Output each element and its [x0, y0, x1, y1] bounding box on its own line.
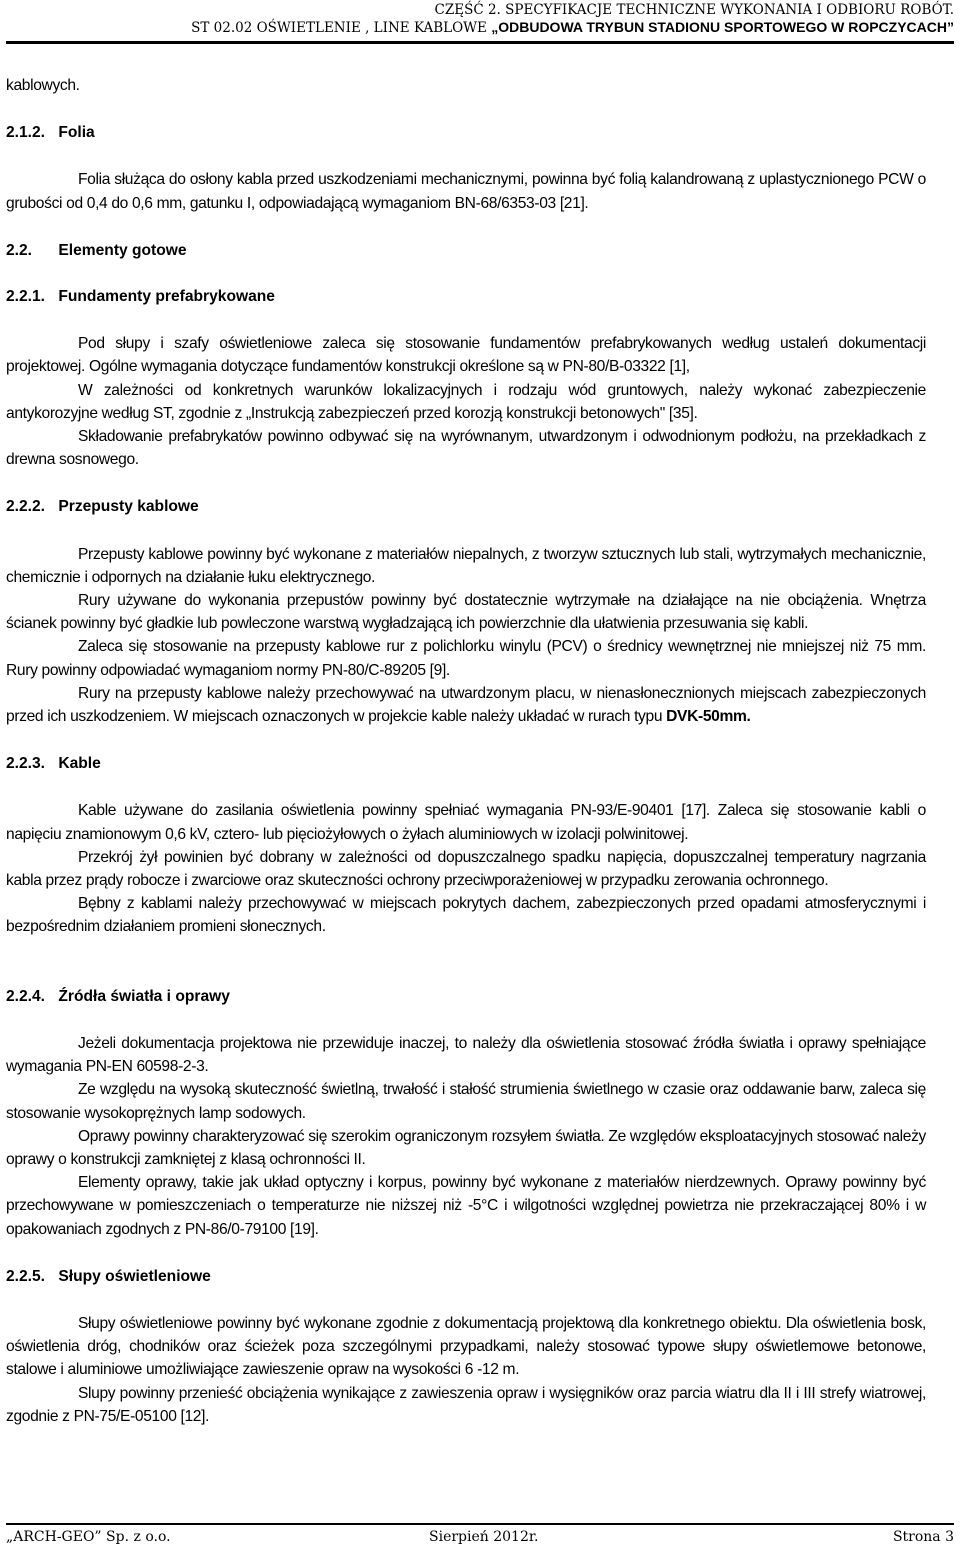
paragraph: Przepusty kablowe powinny być wykonane z materiałów niepalnych, z tworzyw sztucznych lub stali, wytrzymałych mechanicznie, chemicznie i odpornych na działanie łuku elektrycznego. [6, 545, 926, 586]
section-number: 2.2.1. [6, 288, 46, 306]
section-heading-2-2-3 [6, 752, 926, 775]
document-body [6, 74, 926, 1428]
page-number: Strona 3 [892, 1529, 954, 1545]
section-heading-2-2 [6, 239, 926, 262]
paragraph: Składowanie prefabrykatów powinno odbywać się na wyrównanym, utwardzonym i odwodnionym podłożu, na przekładkach z drewna sosnowego. [6, 428, 926, 469]
conduit-type: DVK-50mm. [666, 708, 751, 726]
header-project-name: „ODBUDOWA TRYBUN STADIONU SPORTOWEGO W ROPCZYCACH” [491, 19, 954, 35]
section-title: Fundamenty prefabrykowane [58, 288, 275, 306]
paragraph: W zależności od konkretnych warunków lokalizacyjnych i rodzaju wód gruntowych, należy wykonać zabezpieczenie antykorozyjne według ST, zgodnie z „Instrukcją zabezpieczeń przed korozją konstrukcji betonowych" [35]. [6, 381, 926, 422]
paragraph: Ze względu na wysoką skuteczność świetlną, trwałość i stałość strumienia świetlnego w czasie oraz oddawanie barw, zaleca się stosowanie wysokoprężnych lamp sodowych. [6, 1081, 926, 1122]
paragraph: Zaleca się stosowanie na przepusty kablowe rur z polichlorku winylu (PCV) o średnicy wewnętrznej nie mniejszej niż 75 mm. Rury powinny odpowiadać wymaganiom normy PN-80/C-89205 [9]. [6, 638, 926, 679]
section-title: Kable [58, 755, 101, 773]
section-title: Źródła światła i oprawy [58, 987, 230, 1005]
paragraph: Jeżeli dokumentacja projektowa nie przewiduje inaczej, to należy dla oświetlenia stosować źródła światła i oprawy spełniające wymagania PN-EN 60598-2-3. [6, 1034, 926, 1076]
paragraph: Elementy oprawy, takie jak układ optyczny i korpus, powinny być wykonane z materiałów nierdzewnych. Oprawy powinny być przechowywane w pomieszczeniach o temperaturze nie niższej niż -5°C i wilgotności względnej powietrza nie przekraczającej 80% i w opakowaniach zgodnych z PN-86/0-79100 [19]. [6, 1174, 926, 1238]
footer-date: Sierpień 2012r. [429, 1529, 539, 1545]
section-number: 2.2.2. [6, 498, 46, 516]
section-number: 2.2.3. [6, 755, 46, 773]
paragraph: Kable używane do zasilania oświetlenia powinny spełniać wymagania PN-93/E-90401 [17]. Zaleca się stosowanie kabli o napięciu znamionowym 0,6 kV, cztero- lub pięciożyłowych o żyłach aluminiowych w izolacji polwinitowej. [6, 802, 926, 843]
paragraph: Pod słupy i szafy oświetleniowe zaleca się stosowanie fundamentów prefabrykowanych według ustaleń dokumentacji projektowej. Ogólne wymagania dotyczące fundamentów konstrukcji określone są w PN-80/B-03322 [1], [6, 335, 926, 376]
section-title: Elementy gotowe [58, 241, 187, 259]
section-number: 2.2.5. [6, 1267, 46, 1285]
paragraph: Folia służąca do osłony kabla przed uszkodzeniami mechanicznymi, powinna być folią kalandrowaną z uplastycznionego PCW o grubości od 0,4 do 0,6 mm, gatunku I, odpowiadającą wymaganiom BN-68/6353-03 [21]. [6, 171, 926, 212]
page-footer [6, 1529, 954, 1549]
header-part-title: CZĘŚĆ 2. SPECYFIKACJE TECHNICZNE WYKONANIA I ODBIORU ROBÓT. [434, 2, 954, 18]
section-title: Folia [58, 124, 95, 142]
page-header [174, 2, 954, 37]
section-heading-2-2-2 [6, 495, 926, 518]
paragraph-text: Rury na przepusty kablowe należy przechowywać na utwardzonym placu, w nienasłonecznionych miejscach zabezpieczonych przed ich uszkodzeniem. W miejscach oznaczonych w projekcie kable należy układać w rurach typu [6, 684, 926, 726]
section-heading-2-1-2 [6, 121, 926, 144]
header-spec-code: ST 02.02 OŚWIETLENIE , LINE KABLOWE [191, 20, 487, 36]
section-number: 2.2.4. [6, 987, 46, 1005]
section-title: Przepusty kablowe [58, 498, 199, 516]
paragraph: Słupy oświetleniowe powinny być wykonane zgodnie z dokumentacją projektową dla konkretnego obiektu. Dla oświetlenia bosk, oświetlenia dróg, chodników oraz ścieżek poza szczególnymi przypadkami, należy stosować typowe słupy oświetlemowe betonowe, stalowe i aluminiowe umożliwiające zawieszenie opraw na wysokości 6 -12 m. [6, 1314, 926, 1379]
header-spec-line [174, 19, 954, 37]
paragraph [6, 682, 926, 728]
paragraph: Bębny z kablami należy przechowywać w miejscach pokrytych dachem, zabezpieczonych przed opadami atmosferycznymi i bezpośrednim działaniem promieni słonecznych. [6, 895, 926, 936]
section-title: Słupy oświetleniowe [58, 1267, 211, 1285]
paragraph: Slupy powinny przenieść obciążenia wynikające z zawieszenia opraw i wysięgników oraz parcia wiatru dla II i III strefy wiatrowej, zgodnie z PN-75/E-05100 [12]. [6, 1384, 926, 1425]
paragraph: Przekrój żył powinien być dobrany w zależności od dopuszczalnego spadku napięcia, dopuszczalnej temperatury nagrzania kabla przez prądy robocze i zwarciowe oraz skuteczności ochrony przeciwporażeniowej w przypadku zerowania ochronnego. [6, 848, 926, 890]
footer-company: „ARCH-GEO” Sp. z o.o. [6, 1529, 171, 1545]
section-number: 2.1.2. [6, 124, 46, 142]
section-heading-2-2-1 [6, 285, 926, 308]
section-heading-2-2-4 [6, 985, 926, 1008]
section-number: 2.2. [6, 241, 33, 259]
footer-divider [6, 1523, 954, 1525]
section-heading-2-2-5 [6, 1265, 926, 1288]
paragraph: Rury używane do wykonania przepustów powinny być dostatecznie wytrzymałe na działające na nie obciążenia. Wnętrza ścianek powinny być gładkie lub powleczone warstwą wygładzającą ich powierzchnie dla ułatwienia przesuwania się kabli. [6, 592, 926, 633]
paragraph: Oprawy powinny charakteryzować się szerokim ograniczonym rozsyłem światła. Ze względów eksploatacyjnych stosować należy oprawy o konstrukcji zamkniętej z klasą ochronności II. [6, 1127, 926, 1168]
header-divider [6, 41, 954, 44]
intro-text: kablowych. [6, 77, 80, 94]
